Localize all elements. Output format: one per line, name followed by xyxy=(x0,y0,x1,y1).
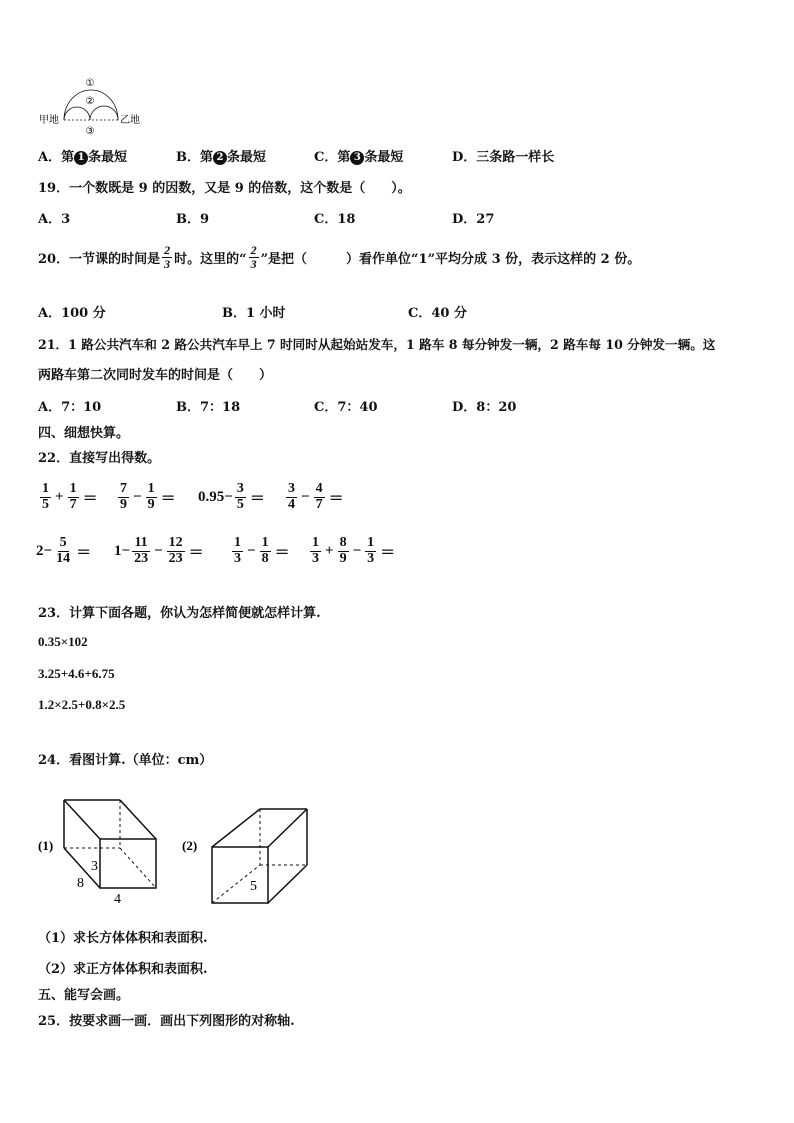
denominator: 14 xyxy=(56,550,71,566)
cuboid-edge xyxy=(64,800,100,839)
numerator: 1 xyxy=(69,481,77,496)
q18-option-b-prefix: B．第 xyxy=(176,150,213,165)
q22-expr-3 xyxy=(198,482,267,512)
hidden-edge xyxy=(120,848,156,888)
fraction xyxy=(54,536,72,566)
fraction xyxy=(68,482,79,512)
q20-fraction-2-den: 3 xyxy=(250,256,257,271)
fraction xyxy=(118,482,129,512)
numerator: 5 xyxy=(59,535,67,550)
q21-option-c: C．7：40 xyxy=(314,400,378,415)
numerator: 4 xyxy=(315,481,323,496)
cube-edge xyxy=(268,865,307,903)
start-label: 甲地 xyxy=(39,115,59,126)
q24-figures xyxy=(34,792,324,912)
route-2-arc-right xyxy=(90,106,118,120)
q20-stem-part2: 时。这里的“ xyxy=(174,251,247,267)
q20-stem xyxy=(38,244,640,270)
q18-option-a-tail: 条最短 xyxy=(88,150,128,165)
q23-item-3: 1.2×2.5+0.8×2.5 xyxy=(38,697,126,712)
q20-option-a: A．100 分 xyxy=(38,306,106,321)
denominator: 7 xyxy=(69,496,77,512)
circled-number-2: 2 xyxy=(213,151,227,165)
route-3-label: ③ xyxy=(85,126,95,136)
denominator: 8 xyxy=(261,550,269,566)
operator: − xyxy=(247,542,256,559)
denominator: 9 xyxy=(339,550,347,566)
equals-sign: ＝ xyxy=(328,490,344,507)
denominator: 23 xyxy=(168,550,183,566)
fraction xyxy=(232,536,243,566)
end-label: 乙地 xyxy=(120,115,140,126)
q23-stem: 23．计算下面各题，你认为怎样简便就怎样计算. xyxy=(38,606,321,621)
operator: − xyxy=(352,542,362,559)
leading-term: 0.95− xyxy=(198,488,233,505)
fraction xyxy=(167,536,185,566)
denominator: 5 xyxy=(236,496,244,512)
q21-option-d: D．8：20 xyxy=(452,400,517,415)
cuboid-width-label: 8 xyxy=(77,876,84,891)
q20-fraction-1-den: 3 xyxy=(164,256,171,271)
q22-stem: 22．直接写出得数。 xyxy=(38,451,161,466)
cuboid-front-face xyxy=(100,839,156,888)
cuboid-height-label: 3 xyxy=(91,859,98,874)
q22-expr-5 xyxy=(36,536,93,566)
fraction xyxy=(338,536,349,566)
fraction xyxy=(235,482,246,512)
operator: − xyxy=(154,542,163,559)
denominator: 3 xyxy=(312,550,319,566)
denominator: 9 xyxy=(147,496,155,512)
q22-expr-2 xyxy=(116,482,178,512)
operator: − xyxy=(301,488,310,505)
q22-expr-7 xyxy=(230,536,292,566)
q19-option-d: D．27 xyxy=(452,212,495,227)
q21-stem-line2: 两路车第二次同时发车的时间是（ ） xyxy=(38,368,273,383)
denominator: 5 xyxy=(42,496,49,512)
operator: − xyxy=(133,488,142,505)
q18-option-a xyxy=(38,146,127,165)
numerator: 11 xyxy=(134,535,148,550)
q20-option-b: B．1 小时 xyxy=(222,306,286,321)
fraction xyxy=(146,482,157,512)
numerator: 7 xyxy=(120,481,127,496)
fraction xyxy=(314,482,325,512)
denominator: 3 xyxy=(234,550,241,566)
cuboid-length-label: 4 xyxy=(114,892,121,907)
route-2-label: ② xyxy=(85,96,95,107)
q18-option-a-prefix: A．第 xyxy=(38,150,75,165)
q24-stem: 24．看图计算.（单位：cm） xyxy=(38,753,213,768)
fraction xyxy=(40,482,51,512)
equals-sign: ＝ xyxy=(76,544,92,561)
q19-option-c: C．18 xyxy=(314,212,356,227)
fraction xyxy=(310,536,321,566)
cuboid-figure xyxy=(64,800,156,888)
denominator: 7 xyxy=(315,496,323,512)
numerator: 3 xyxy=(236,481,244,496)
equals-sign: ＝ xyxy=(249,490,265,507)
q18-option-d: D．三条路一样长 xyxy=(452,150,555,165)
q21-option-a: A．7：10 xyxy=(38,400,102,415)
cuboid-hidden-edges xyxy=(64,800,156,888)
operator: + xyxy=(325,542,334,559)
q22-expr-4 xyxy=(284,482,346,512)
q20-option-c: C．40 分 xyxy=(408,306,467,321)
denominator: 4 xyxy=(288,496,295,512)
numerator: 1 xyxy=(147,481,155,496)
q18-option-c-prefix: C．第 xyxy=(314,150,351,165)
numerator: 3 xyxy=(288,481,295,496)
route-1-label: ① xyxy=(85,78,95,89)
figure-1-label: (1) xyxy=(38,838,54,853)
fraction xyxy=(365,536,376,566)
q20-fraction-2-num: 2 xyxy=(250,243,257,257)
numerator: 1 xyxy=(42,481,49,496)
q20-stem-part3: ”是把（ ）看作单位“1”平均分成 3 份，表示这样的 2 份。 xyxy=(260,251,641,267)
equals-sign: ＝ xyxy=(274,544,290,561)
fraction xyxy=(260,536,271,566)
cube-front-face xyxy=(212,847,268,903)
q18-option-b-tail: 条最短 xyxy=(227,150,267,165)
cube-edge xyxy=(212,809,260,847)
q22-expr-1 xyxy=(38,482,100,512)
numerator: 1 xyxy=(367,535,375,550)
q18-option-b xyxy=(176,146,266,165)
numerator: 1 xyxy=(234,535,241,550)
numerator: 8 xyxy=(339,535,347,550)
q19-option-b: B．9 xyxy=(176,212,210,227)
numerator: 12 xyxy=(168,535,183,550)
circled-number-3: 3 xyxy=(350,151,364,165)
q19-stem: 19．一个数既是 9 的因数，又是 9 的倍数，这个数是（ ）。 xyxy=(38,181,411,196)
q23-item-2: 3.25+4.6+6.75 xyxy=(38,666,115,681)
equals-sign: ＝ xyxy=(160,490,176,507)
leading-term: 2− xyxy=(36,542,53,559)
fraction xyxy=(286,482,297,512)
q20-fraction-1-num: 2 xyxy=(164,243,171,257)
q23-item-1: 0.35×102 xyxy=(38,634,88,649)
leading-term: 1− xyxy=(114,542,131,559)
q24-sub-2: （2）求正方体体积和表面积. xyxy=(38,962,208,977)
q24-sub-1: （1）求长方体体积和表面积. xyxy=(38,931,208,946)
section-4-heading: 四、细想快算。 xyxy=(38,426,130,441)
circled-number-1: 1 xyxy=(74,151,88,165)
route-diagram xyxy=(36,74,148,136)
route-2-arc-left xyxy=(64,107,90,120)
q21-option-b: B．7：18 xyxy=(176,400,241,415)
section-5-heading: 五、能写会画。 xyxy=(38,988,130,1003)
q19-option-a: A．3 xyxy=(38,212,71,227)
q25-stem: 25．按要求画一画．画出下列图形的对称轴. xyxy=(38,1014,295,1029)
cube-edge xyxy=(268,809,307,847)
cube-edge-label: 5 xyxy=(250,879,257,894)
q22-expr-6 xyxy=(114,536,206,566)
denominator: 3 xyxy=(367,550,375,566)
numerator: 1 xyxy=(312,535,319,550)
cuboid-edge xyxy=(120,800,156,839)
denominator: 9 xyxy=(120,496,127,512)
q20-fraction-2 xyxy=(249,244,259,270)
numerator: 1 xyxy=(261,535,269,550)
operator: + xyxy=(55,488,64,505)
q22-expr-8 xyxy=(308,536,397,566)
fraction xyxy=(132,536,150,566)
equals-sign: ＝ xyxy=(188,544,204,561)
figure-2-label: (2) xyxy=(182,838,198,853)
denominator: 23 xyxy=(134,550,149,566)
q20-fraction-1 xyxy=(162,244,172,270)
q18-option-c xyxy=(314,146,403,165)
equals-sign: ＝ xyxy=(380,544,396,561)
q21-stem-line1: 21．1 路公共汽车和 2 路公共汽车早上 7 时同时从起始站发车，1 路车 8 每分钟发一辆，2 路车每 10 分钟发一辆。这 xyxy=(38,337,716,352)
q20-stem-part1: 20．一节课的时间是 xyxy=(38,251,161,267)
equals-sign: ＝ xyxy=(82,490,98,507)
q18-option-c-tail: 条最短 xyxy=(364,150,404,165)
